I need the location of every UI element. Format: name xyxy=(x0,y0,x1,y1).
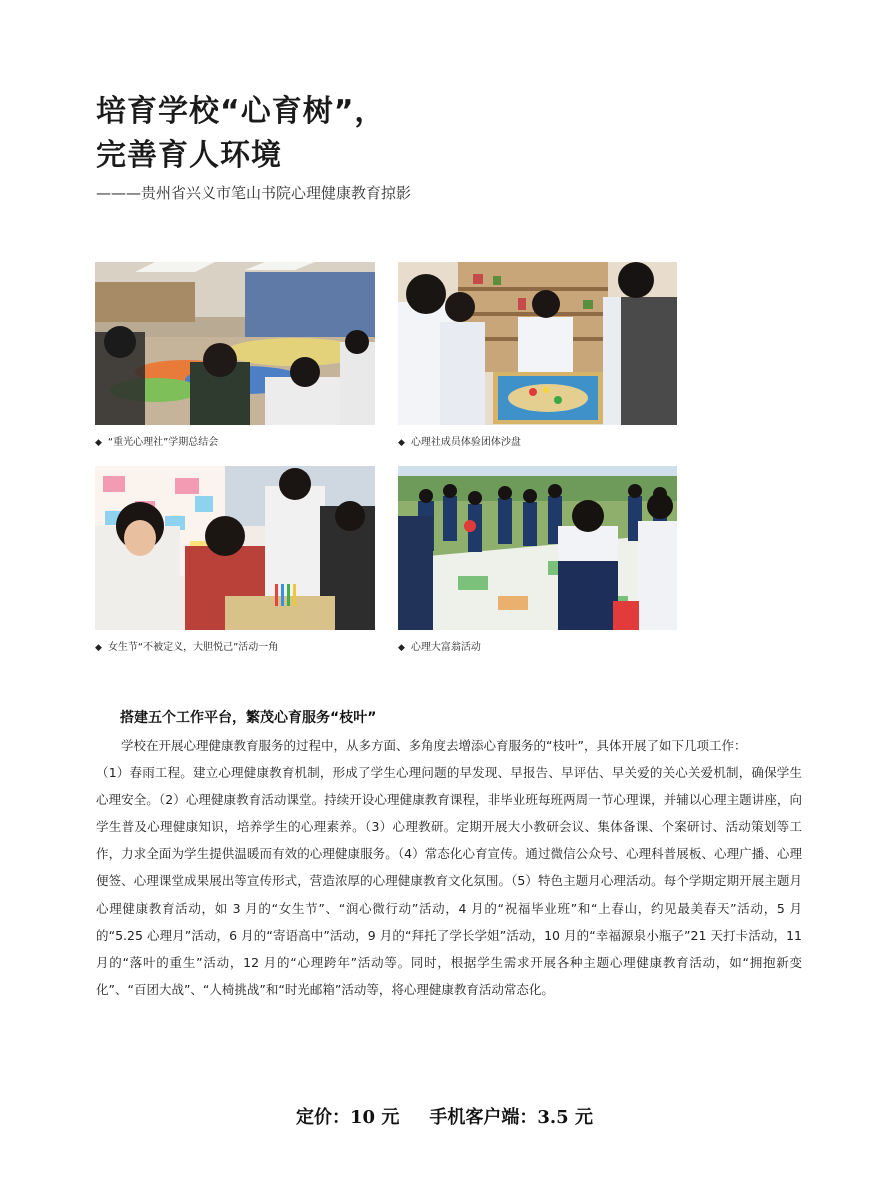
price-mobile: 手机客户端：3.5 元 xyxy=(429,1107,593,1128)
photo-summary-meeting xyxy=(95,262,375,425)
paragraph-intro: 学校在开展心理健康教育服务的过程中，从多方面、多角度去增添心育服务的“枝叶”，具体开展了如下几项工作： xyxy=(121,738,747,753)
photo-caption-2: ◆ 心理社成员体验团体沙盘 xyxy=(398,437,521,448)
caption-marker-icon: ◆ xyxy=(398,438,405,448)
article-body xyxy=(96,732,802,1003)
photo-monopoly-activity xyxy=(398,466,677,630)
photo-caption-1: ◆ “重光心理社”学期总结会 xyxy=(95,437,219,448)
photo-sand-tray xyxy=(398,262,677,425)
caption-marker-icon: ◆ xyxy=(95,643,102,653)
price-line xyxy=(0,1103,889,1129)
page-title-line2: 完善育人环境 xyxy=(96,138,282,173)
price-print: 定价：10 元 xyxy=(296,1107,400,1128)
caption-marker-icon: ◆ xyxy=(398,643,405,653)
section-heading: 搭建五个工作平台，繁茂心育服务“枝叶” xyxy=(120,710,377,726)
caption-marker-icon: ◆ xyxy=(95,438,102,448)
page-title-line1: 培育学校“心育树”， xyxy=(96,94,386,129)
photo-caption-3: ◆ 女生节“不被定义，大胆悦己”活动一角 xyxy=(95,642,279,653)
photo-caption-4: ◆ 心理大富翁活动 xyxy=(398,642,481,653)
photo-womens-day xyxy=(95,466,375,630)
paragraph-body: （1）春雨工程。建立心理健康教育机制，形成了学生心理问题的早发现、早报告、早评估、早关爱的关心关爱机制，确保学生心理安全。（2）心理健康教育活动课堂。持续开设心理健康教育课程，非毕业班每班两周一节心理课，并辅以心理主题讲座，向学生普及心理健康知识，培养学生的心理素养。（3）心理教研。定期开展大小教研会议、集体备课、个案研讨、活动策划等工作，力求全面为学生提供温暖而有效的心理健康服务。（4）常态化心育宣传。通过微信公众号、心理科普展板、心理广播、心理便签、心理课堂成果展出等宣传形式，营造浓厚的心理健康教育文化氛围。（5）特色主题月心理活动。每个学期定期开展主题月心理健康教育活动，如 3 月的“女生节”、“润心微行动”活动，4 月的“祝福毕业班”和“上春山，约见最美春天”活动，5 月的“5.25 心理月”活动，6 月的“寄语高中”活动，9 月的“拜托了学长学姐”活动，10 月的“幸福源泉小瓶子”21 天打卡活动，11 月的“落叶的重生”活动，12 月的“心理跨年”活动等。同时，根据学生需求开展各种主题心理健康教育活动，如“拥抱新变化”、“百团大战”、“人椅挑战”和“时光邮箱”活动等，将心理健康教育活动常态化。 xyxy=(96,765,802,997)
page-subtitle: ———贵州省兴义市笔山书院心理健康教育掠影 xyxy=(96,184,412,202)
